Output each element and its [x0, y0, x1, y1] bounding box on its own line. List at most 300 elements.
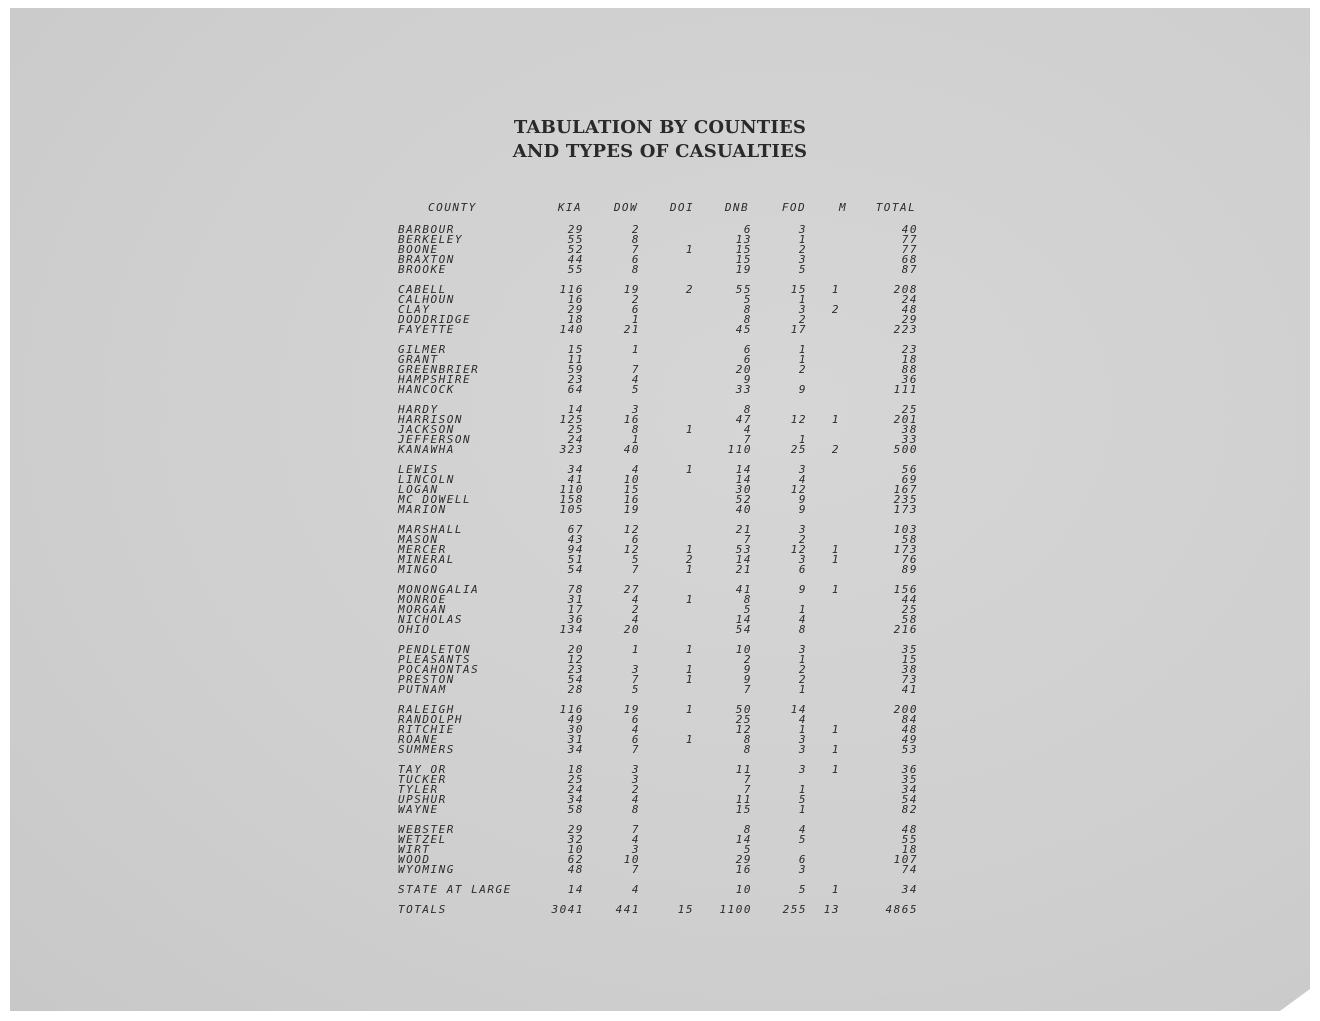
dnb-value: 50	[735, 703, 752, 716]
total-value: 41	[901, 683, 918, 696]
dow-value: 4	[631, 833, 640, 846]
dow-value: 2	[631, 223, 640, 236]
county-name: LOGAN	[398, 483, 439, 496]
dnb-value: 14	[735, 553, 752, 566]
total-value: 35	[901, 773, 918, 786]
dow-value: 5	[631, 553, 640, 566]
header-m: M	[838, 201, 848, 214]
dow-value: 8	[631, 263, 640, 276]
dnb-value: 21	[735, 563, 752, 576]
total-value: 36	[901, 373, 918, 386]
total-value: 173	[893, 503, 918, 516]
fod-value: 17	[790, 323, 807, 336]
fod-value: 9	[798, 503, 807, 516]
kia-value: 23	[567, 373, 584, 386]
dow-value: 6	[631, 713, 640, 726]
fod-value: 1	[798, 803, 807, 816]
kia-value: 110	[559, 483, 584, 496]
dnb-value: 6	[743, 223, 752, 236]
fod-value: 3	[798, 553, 807, 566]
total-value: 167	[893, 483, 918, 496]
total-value: 111	[893, 383, 918, 396]
fod-value: 6	[798, 563, 807, 576]
county-name: LINCOLN	[398, 473, 455, 486]
fod-value: 8	[798, 623, 807, 636]
doi-value: 1	[685, 593, 694, 606]
total-value: 58	[901, 533, 918, 546]
county-name: BROOKE	[398, 263, 447, 276]
county-name: GRANT	[398, 353, 439, 366]
m-value: 1	[831, 283, 840, 296]
fod-value: 3	[798, 223, 807, 236]
county-name: BRAXTON	[398, 253, 455, 266]
dnb-value: 5	[743, 843, 752, 856]
dnb-value: 47	[735, 413, 752, 426]
dnb-value: 9	[743, 663, 752, 676]
fod-value: 5	[798, 883, 807, 896]
total-value: 235	[893, 493, 918, 506]
dnb-value: 9	[743, 373, 752, 386]
county-name: BOONE	[398, 243, 439, 256]
kia-value: 323	[559, 443, 584, 456]
dnb-value: 20	[735, 363, 752, 376]
dow-value: 7	[631, 363, 640, 376]
doi-value: 1	[685, 663, 694, 676]
m-value: 1	[831, 723, 840, 736]
county-name: MARION	[398, 503, 447, 516]
county-name: BERKELEY	[398, 233, 463, 246]
county-name: FAYETTE	[398, 323, 455, 336]
dow-value: 12	[623, 543, 640, 556]
total-value: 223	[893, 323, 918, 336]
dow-value: 20	[623, 623, 640, 636]
dnb-value: 7	[743, 433, 752, 446]
county-name: WEBSTER	[398, 823, 455, 836]
total-value: 48	[901, 823, 918, 836]
header-kia: KIA	[557, 201, 583, 214]
dnb-value: 52	[735, 493, 752, 506]
page-title	[0, 116, 1320, 164]
kia-value: 62	[567, 853, 584, 866]
dnb-value: 8	[743, 303, 752, 316]
totals-m: 13	[823, 903, 840, 916]
dnb-value: 14	[735, 473, 752, 486]
county-name: MINERAL	[398, 553, 455, 566]
dnb-value: 21	[735, 523, 752, 536]
total-value: 156	[893, 583, 918, 596]
total-value: 38	[901, 663, 918, 676]
kia-value: 18	[567, 313, 584, 326]
header-doi: DOI	[669, 201, 695, 214]
dnb-value: 4	[743, 423, 752, 436]
county-name: DODDRIDGE	[398, 313, 472, 326]
fod-value: 5	[798, 833, 807, 846]
header-dnb: DNB	[724, 201, 750, 214]
total-value: 173	[893, 543, 918, 556]
fod-value: 9	[798, 493, 807, 506]
dnb-value: 15	[735, 243, 752, 256]
kia-value: 34	[567, 743, 584, 756]
kia-value: 36	[567, 613, 584, 626]
dow-value: 1	[631, 343, 640, 356]
m-value: 1	[831, 883, 840, 896]
total-value: 24	[901, 293, 918, 306]
total-value: 54	[901, 793, 918, 806]
dnb-value: 7	[743, 783, 752, 796]
header-total: TOTAL	[875, 201, 917, 214]
total-value: 103	[893, 523, 918, 536]
total-value: 23	[901, 343, 918, 356]
dow-value: 3	[631, 843, 640, 856]
county-name: WETZEL	[398, 833, 447, 846]
total-value: 89	[901, 563, 918, 576]
dnb-value: 7	[743, 773, 752, 786]
dnb-value: 30	[735, 483, 752, 496]
dnb-value: 14	[735, 463, 752, 476]
kia-value: 25	[567, 423, 584, 436]
dow-value: 5	[631, 383, 640, 396]
kia-value: 17	[567, 603, 584, 616]
county-name: MERCER	[398, 543, 447, 556]
total-value: 87	[901, 263, 918, 276]
total-value: 208	[893, 283, 918, 296]
dnb-value: 29	[735, 853, 752, 866]
fod-value: 4	[798, 613, 807, 626]
kia-value: 29	[567, 823, 584, 836]
dnb-value: 40	[735, 503, 752, 516]
dnb-value: 14	[735, 613, 752, 626]
kia-value: 55	[567, 233, 584, 246]
dnb-value: 15	[735, 803, 752, 816]
kia-value: 14	[567, 883, 584, 896]
fod-value: 1	[798, 293, 807, 306]
dnb-value: 8	[743, 733, 752, 746]
doi-value: 2	[685, 553, 694, 566]
county-name: WAYNE	[398, 803, 439, 816]
county-name: WIRT	[398, 843, 431, 856]
county-name: PUTNAM	[398, 683, 447, 696]
kia-value: 34	[567, 793, 584, 806]
kia-value: 12	[567, 653, 584, 666]
dow-value: 8	[631, 803, 640, 816]
total-value: 201	[893, 413, 918, 426]
kia-value: 105	[559, 503, 584, 516]
dow-value: 6	[631, 303, 640, 316]
county-name: SUMMERS	[398, 743, 455, 756]
total-value: 25	[901, 403, 918, 416]
kia-value: 30	[567, 723, 584, 736]
dow-value: 4	[631, 793, 640, 806]
kia-value: 52	[567, 243, 584, 256]
fod-value: 1	[798, 353, 807, 366]
fod-value: 3	[798, 743, 807, 756]
header-dow: DOW	[613, 201, 639, 214]
header-county: COUNTY	[428, 201, 477, 214]
dnb-value: 7	[743, 683, 752, 696]
county-name: MONONGALIA	[398, 583, 480, 596]
kia-value: 43	[567, 533, 584, 546]
fod-value: 4	[798, 473, 807, 486]
kia-value: 34	[567, 463, 584, 476]
kia-value: 16	[567, 293, 584, 306]
dnb-value: 16	[735, 863, 752, 876]
total-value: 74	[901, 863, 918, 876]
fod-value: 2	[798, 673, 807, 686]
dnb-value: 53	[735, 543, 752, 556]
dow-value: 4	[631, 723, 640, 736]
dnb-value: 14	[735, 833, 752, 846]
dow-value: 7	[631, 863, 640, 876]
dnb-value: 9	[743, 673, 752, 686]
fod-value: 6	[798, 853, 807, 866]
county-name: TYLER	[398, 783, 439, 796]
county-name: WYOMING	[398, 863, 455, 876]
total-value: 36	[901, 763, 918, 776]
dow-value: 1	[631, 643, 640, 656]
dnb-value: 19	[735, 263, 752, 276]
county-name: BARBOUR	[398, 223, 455, 236]
m-value: 1	[831, 583, 840, 596]
total-value: 56	[901, 463, 918, 476]
dow-value: 1	[631, 313, 640, 326]
total-value: 500	[893, 443, 918, 456]
dow-value: 2	[631, 603, 640, 616]
county-name: PRESTON	[398, 673, 455, 686]
county-name: WOOD	[398, 853, 431, 866]
kia-value: 116	[559, 283, 584, 296]
totals-fod: 255	[782, 903, 807, 916]
dow-value: 2	[631, 783, 640, 796]
kia-value: 20	[567, 643, 584, 656]
county-name: KANAWHA	[398, 443, 455, 456]
county-name: RANDOLPH	[398, 713, 463, 726]
fod-value: 5	[798, 793, 807, 806]
dow-value: 7	[631, 563, 640, 576]
kia-value: 18	[567, 763, 584, 776]
county-name: MARSHALL	[398, 523, 463, 536]
dow-value: 4	[631, 373, 640, 386]
m-value: 1	[831, 743, 840, 756]
kia-value: 94	[567, 543, 584, 556]
dnb-value: 8	[743, 403, 752, 416]
dow-value: 5	[631, 683, 640, 696]
county-name: HAMPSHIRE	[398, 373, 472, 386]
doi-value: 1	[685, 703, 694, 716]
kia-value: 10	[567, 843, 584, 856]
kia-value: 58	[567, 803, 584, 816]
dnb-value: 45	[735, 323, 752, 336]
fod-value: 1	[798, 603, 807, 616]
dow-value: 7	[631, 823, 640, 836]
dnb-value: 33	[735, 383, 752, 396]
county-name: NICHOLAS	[398, 613, 463, 626]
fod-value: 2	[798, 533, 807, 546]
fod-value: 14	[790, 703, 807, 716]
kia-value: 54	[567, 563, 584, 576]
dnb-value: 55	[735, 283, 752, 296]
dow-value: 15	[623, 483, 640, 496]
dow-value: 3	[631, 763, 640, 776]
m-value: 2	[831, 303, 840, 316]
total-value: 77	[901, 233, 918, 246]
total-value: 55	[901, 833, 918, 846]
dow-value: 4	[631, 463, 640, 476]
kia-value: 15	[567, 343, 584, 356]
kia-value: 64	[567, 383, 584, 396]
dnb-value: 6	[743, 353, 752, 366]
fod-value: 1	[798, 723, 807, 736]
doi-value: 1	[685, 423, 694, 436]
totals-label: TOTALS	[398, 903, 447, 916]
fod-value: 12	[790, 543, 807, 556]
kia-value: 125	[559, 413, 584, 426]
total-value: 200	[893, 703, 918, 716]
dnb-value: 8	[743, 593, 752, 606]
total-value: 15	[901, 653, 918, 666]
dow-value: 4	[631, 593, 640, 606]
total-value: 216	[893, 623, 918, 636]
dow-value: 4	[631, 883, 640, 896]
dnb-value: 110	[727, 443, 752, 456]
county-name: HANCOCK	[398, 383, 455, 396]
dow-value: 40	[623, 443, 640, 456]
total-value: 73	[901, 673, 918, 686]
kia-value: 41	[567, 473, 584, 486]
fod-value: 1	[798, 653, 807, 666]
kia-value: 32	[567, 833, 584, 846]
fod-value: 3	[798, 643, 807, 656]
fod-value: 9	[798, 383, 807, 396]
totals-dow: 441	[615, 903, 640, 916]
m-value: 1	[831, 763, 840, 776]
dow-value: 16	[623, 493, 640, 506]
dow-value: 27	[623, 583, 640, 596]
total-value: 35	[901, 643, 918, 656]
county-name: TAY OR	[398, 763, 447, 776]
kia-value: 28	[567, 683, 584, 696]
kia-value: 51	[567, 553, 584, 566]
totals-doi: 15	[677, 903, 694, 916]
kia-value: 31	[567, 733, 584, 746]
dow-value: 21	[623, 323, 640, 336]
county-name: HARRISON	[398, 413, 463, 426]
dow-value: 19	[623, 283, 640, 296]
kia-value: 78	[567, 583, 584, 596]
kia-value: 158	[559, 493, 584, 506]
county-name: PLEASANTS	[398, 653, 472, 666]
total-value: 34	[901, 783, 918, 796]
dnb-value: 5	[743, 293, 752, 306]
dnb-value: 7	[743, 533, 752, 546]
dnb-value: 2	[743, 653, 752, 666]
fod-value: 3	[798, 463, 807, 476]
county-name: RALEIGH	[398, 703, 455, 716]
fod-value: 4	[798, 823, 807, 836]
m-value: 1	[831, 413, 840, 426]
kia-value: 24	[567, 783, 584, 796]
kia-value: 49	[567, 713, 584, 726]
dnb-value: 12	[735, 723, 752, 736]
total-value: 29	[901, 313, 918, 326]
dow-value: 4	[631, 613, 640, 626]
dnb-value: 11	[735, 793, 752, 806]
county-name: CLAY	[398, 303, 431, 316]
dow-value: 3	[631, 773, 640, 786]
total-value: 44	[901, 593, 918, 606]
county-name: ROANE	[398, 733, 439, 746]
county-name: MASON	[398, 533, 439, 546]
dow-value: 19	[623, 503, 640, 516]
kia-value: 44	[567, 253, 584, 266]
dnb-value: 10	[735, 883, 752, 896]
dnb-value: 8	[743, 823, 752, 836]
doi-value: 1	[685, 643, 694, 656]
fod-value: 9	[798, 583, 807, 596]
county-name: POCAHONTAS	[398, 663, 480, 676]
total-value: 40	[901, 223, 918, 236]
county-name: MONROE	[398, 593, 447, 606]
dow-value: 7	[631, 673, 640, 686]
doi-value: 1	[685, 463, 694, 476]
total-value: 48	[901, 723, 918, 736]
fod-value: 2	[798, 663, 807, 676]
total-value: 34	[901, 883, 918, 896]
county-name: JACKSON	[398, 423, 455, 436]
dow-value: 10	[623, 473, 640, 486]
dow-value: 16	[623, 413, 640, 426]
fod-value: 1	[798, 683, 807, 696]
dow-value: 6	[631, 253, 640, 266]
county-name: RITCHIE	[398, 723, 455, 736]
kia-value: 55	[567, 263, 584, 276]
county-name: CALHOUN	[398, 293, 455, 306]
total-value: 25	[901, 603, 918, 616]
total-value: 53	[901, 743, 918, 756]
kia-value: 25	[567, 773, 584, 786]
dow-value: 7	[631, 743, 640, 756]
dow-value: 2	[631, 293, 640, 306]
county-name: GILMER	[398, 343, 447, 356]
total-value: 69	[901, 473, 918, 486]
dow-value: 10	[623, 853, 640, 866]
dow-value: 3	[631, 663, 640, 676]
dnb-value: 6	[743, 343, 752, 356]
kia-value: 54	[567, 673, 584, 686]
dow-value: 3	[631, 403, 640, 416]
total-value: 77	[901, 243, 918, 256]
kia-value: 59	[567, 363, 584, 376]
total-value: 76	[901, 553, 918, 566]
county-name: MORGAN	[398, 603, 447, 616]
county-name: JEFFERSON	[398, 433, 472, 446]
dow-value: 8	[631, 423, 640, 436]
total-value: 88	[901, 363, 918, 376]
kia-value: 67	[567, 523, 584, 536]
total-value: 107	[893, 853, 918, 866]
title-line-1: TABULATION BY COUNTIES	[513, 117, 807, 138]
county-name: STATE AT LARGE	[398, 883, 512, 896]
fod-value: 25	[790, 443, 807, 456]
dow-value: 19	[623, 703, 640, 716]
header-fod: FOD	[781, 201, 807, 214]
m-value: 1	[831, 553, 840, 566]
fod-value: 3	[798, 733, 807, 746]
total-value: 49	[901, 733, 918, 746]
kia-value: 116	[559, 703, 584, 716]
fod-value: 1	[798, 783, 807, 796]
doi-value: 1	[685, 673, 694, 686]
fod-value: 3	[798, 763, 807, 776]
